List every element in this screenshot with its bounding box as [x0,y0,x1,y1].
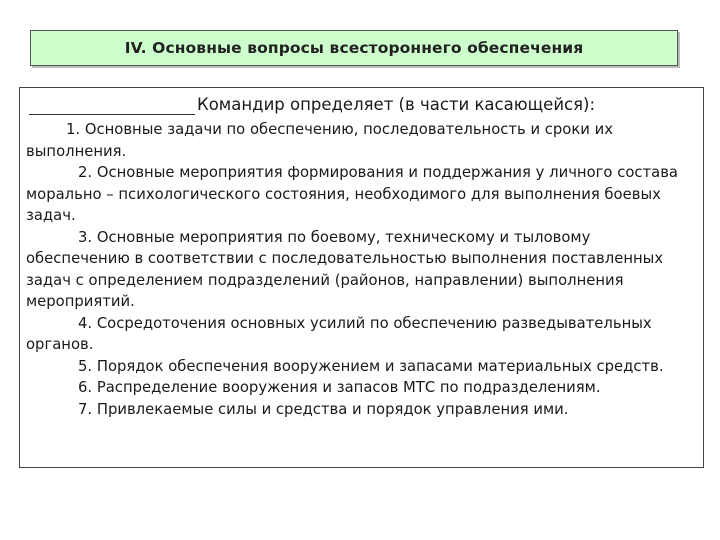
intro-row [27,95,692,117]
list-item-2: 2. Основные мероприятия формирования и поддержания у личного состава морально – психологического состояния, необходимого для выполнения боевых задач. [26,164,678,224]
slide-title-box [30,30,678,66]
intro-text: Командир определяет (в части касающейся): [197,95,596,114]
task-list [20,119,703,420]
slide-title: IV. Основные вопросы всестороннего обеспечения [124,39,584,57]
list-item-5: 5. Порядок обеспечения вооружением и запасами материальных средств. [78,357,664,375]
list-item-7: 7. Привлекаемые силы и средства и порядок управления ими. [78,400,569,418]
list-item-1: 1. Основные задачи по обеспечению, последовательность и сроки их выполнения. [26,121,613,160]
list-item-6: 6. Распределение вооружения и запасов МТС по подразделениям. [78,379,601,396]
list-item-4: 4. Сосредоточения основных усилий по обеспечению разведывательных органов. [26,314,652,353]
list-item-3: 3. Основные мероприятия по боевому, техническому и тыловому обеспечению в соответствии с последовательностью выполнения поставленных задач с определением подразделений (районов, направлении) выполнения мероприятий. [26,228,664,310]
content-box [19,87,704,468]
intro-blank-line [29,114,195,115]
